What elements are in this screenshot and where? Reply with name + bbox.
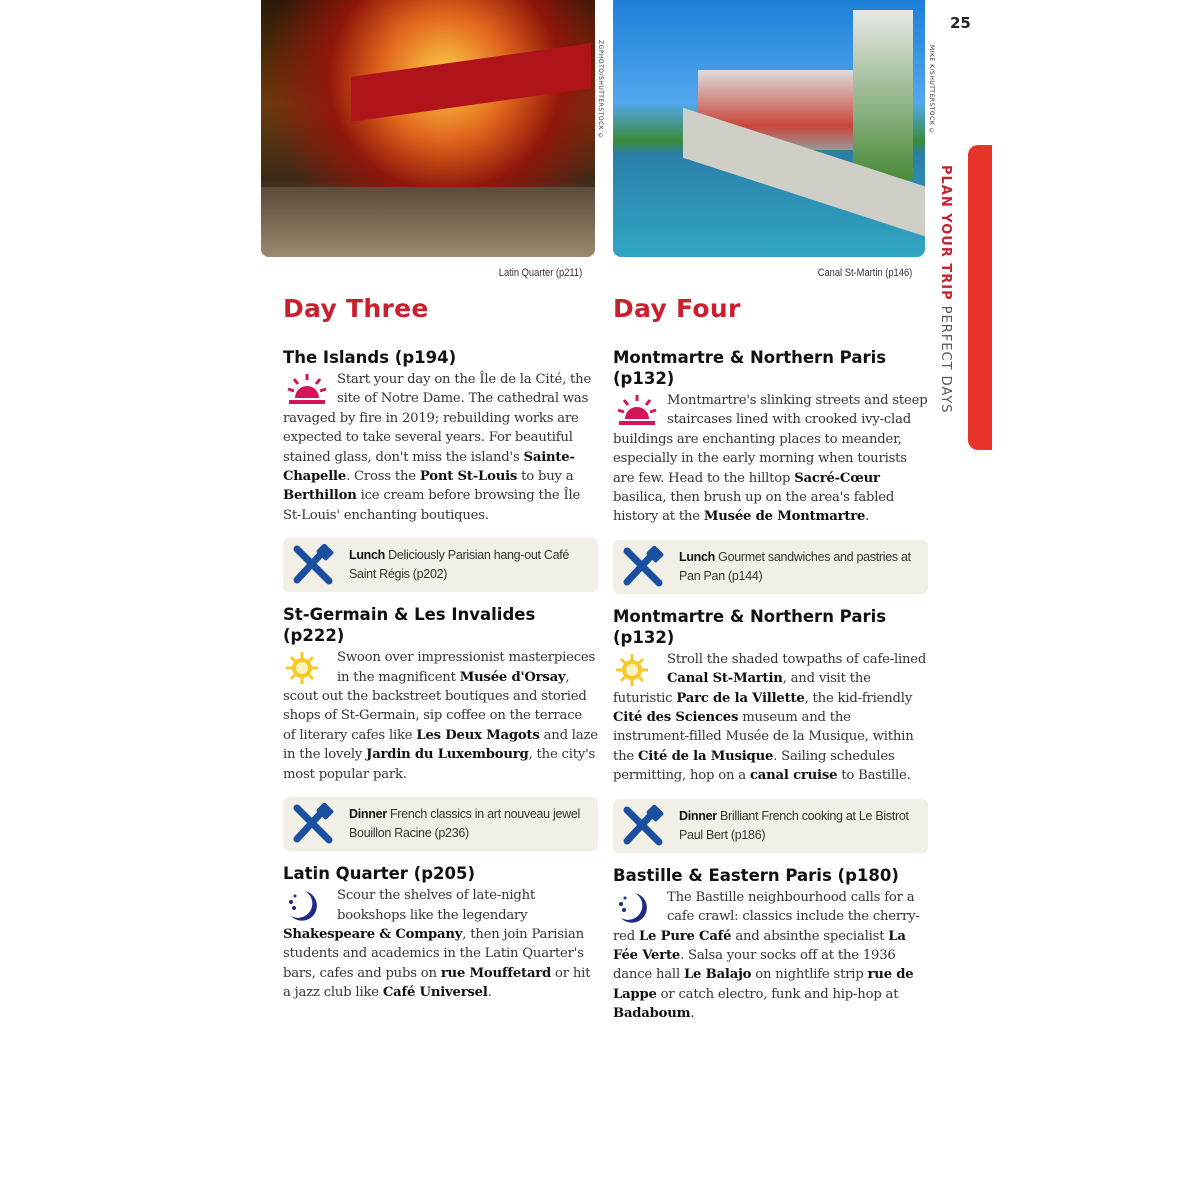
- day-heading: Day Four: [613, 294, 741, 323]
- text-segment: , the kid-friendly: [804, 690, 913, 706]
- photo-latin-quarter-cafe: [261, 0, 595, 257]
- highlight-name: Le Balajo: [683, 967, 752, 983]
- text-segment: Stroll the shaded towpaths of cafe-lined: [667, 651, 927, 667]
- highlight-name: Berthillon: [283, 488, 357, 504]
- text-segment: , the city's most popular park.: [283, 747, 596, 782]
- text-segment: , scout out the backstreet boutiques and storied shops of St-Germain, sip coffee on the terrace of literary cafes like: [283, 669, 587, 743]
- area-description: [613, 888, 928, 1024]
- highlight-name: Parc de la Villette: [676, 690, 805, 706]
- text-segment: .: [690, 1006, 695, 1022]
- moon-icon: [285, 888, 329, 924]
- text-segment: .: [487, 985, 492, 1001]
- highlight-name: Le Pure Café: [638, 928, 732, 944]
- fork-knife-icon: [291, 544, 335, 586]
- area-description: [283, 648, 598, 784]
- highlight-name: Les Deux Magots: [416, 727, 540, 743]
- text-segment: to Bastille.: [837, 768, 911, 784]
- meal-box: [283, 797, 598, 851]
- meal-box: [283, 538, 598, 592]
- text-segment: and absinthe specialist: [731, 928, 889, 944]
- highlight-name: rue de Lappe: [613, 967, 914, 1002]
- meal-description: Gourmet sandwiches and pastries at Pan Pan (p144): [679, 549, 911, 583]
- column-day-four: [613, 294, 928, 1024]
- meal-box: [613, 540, 928, 594]
- text-segment: . Cross the: [346, 469, 420, 485]
- sun-icon: [615, 652, 659, 688]
- text-segment: ice cream before browsing the Île St-Louis' enchanting boutiques.: [283, 488, 581, 523]
- area-description: [613, 391, 928, 527]
- photo-canal-st-martin: [613, 0, 925, 257]
- sun-icon: [285, 650, 329, 686]
- text-segment: The Bastille neighbourhood calls for a cafe crawl: classics include the cherry-red: [613, 889, 920, 944]
- highlight-name: Shakespeare & Company: [283, 926, 463, 942]
- area-description: [283, 370, 598, 525]
- text-segment: , and visit the futuristic: [613, 671, 871, 706]
- photo-caption: Latin Quarter (p211): [498, 267, 582, 279]
- highlight-name: Sacré-Cœur: [794, 470, 880, 486]
- text-segment: .: [865, 509, 870, 525]
- text-segment: Scour the shelves of late-night bookshops like the legendary: [337, 888, 536, 923]
- section-tab: [968, 145, 992, 450]
- text-segment: museum and the instrument-filled Musée de la Musique, within the: [613, 710, 914, 764]
- area-heading: Montmartre & Northern Paris (p132): [613, 606, 887, 647]
- highlight-name: canal cruise: [749, 768, 838, 784]
- meal-description: French classics in art nouveau jewel Bouillon Racine (p236): [349, 807, 580, 841]
- area-heading: Bastille & Eastern Paris (p180): [613, 865, 899, 885]
- photo-caption: Canal St-Martin (p146): [817, 267, 912, 279]
- area-heading: Montmartre & Northern Paris (p132): [613, 348, 887, 388]
- text-segment: basilica, then brush up on the area's fabled history at the: [613, 490, 895, 525]
- fork-knife-icon: [621, 805, 665, 847]
- text-segment: . Salsa your socks off at the 1936 dance hall: [613, 947, 896, 983]
- highlight-name: Sainte-Chapelle: [283, 449, 575, 485]
- fork-knife-icon: [291, 803, 335, 845]
- highlight-name: Canal St-Martin: [667, 671, 783, 687]
- area-heading: St-Germain & Les Invalides (p222): [283, 605, 536, 646]
- section-label: [938, 165, 953, 414]
- meal-description: Brilliant French cooking at Le Bistrot Paul Bert (p186): [679, 808, 909, 842]
- meal-text: [679, 548, 920, 586]
- meal-description: Deliciously Parisian hang-out Café Saint Régis (p202): [349, 548, 570, 582]
- photo-credit: ZGPHOTO/SHUTTERSTOCK ©: [597, 40, 604, 141]
- area-description: [613, 650, 928, 786]
- area-heading: The Islands (p194): [283, 348, 457, 367]
- text-segment: on nightlife strip: [751, 967, 868, 983]
- meal-text: [349, 805, 590, 843]
- highlight-name: Cité de la Musique: [638, 748, 774, 764]
- highlight-name: La Fée Verte: [613, 928, 906, 963]
- text-segment: or catch electro, funk and hip-hop at: [656, 986, 899, 1002]
- meal-label: Dinner: [679, 808, 717, 823]
- text-segment: Montmartre's slinking streets and steep staircases lined with crooked ivy-clad buildings are enchanting places to meander, especially in the early morning when tourists are few. Head to the hilltop: [613, 393, 928, 486]
- fork-knife-icon: [621, 546, 665, 588]
- sunrise-icon: [285, 372, 329, 408]
- area-heading: Latin Quarter (p205): [283, 864, 476, 884]
- highlight-name: Musée d'Orsay: [459, 669, 566, 685]
- highlight-name: Badaboum: [613, 1006, 691, 1022]
- text-segment: to buy a: [517, 469, 574, 485]
- text-segment: Start your day on the Île de la Cité, the site of Notre Dame. The cathedral was ravaged by fire in 2019; rebuilding works are expected to take several years. For beautiful stained glass, don't miss the island's: [283, 372, 592, 465]
- meal-box: [613, 799, 928, 853]
- highlight-name: rue Mouffetard: [440, 965, 552, 981]
- page-number: 25: [950, 14, 971, 32]
- column-day-three: [283, 294, 598, 1003]
- text-segment: Swoon over impressionist masterpieces in the magnificent: [337, 650, 596, 685]
- text-segment: and laze in the lovely: [283, 727, 598, 763]
- text-segment: or hit a jazz club like: [283, 965, 591, 1001]
- text-segment: , then join Parisian students and academics in the Latin Quarter's bars, cafes and pubs on: [283, 926, 584, 981]
- meal-text: [679, 807, 920, 845]
- moon-icon: [615, 890, 659, 926]
- photo-credit: MIKE K/SHUTTERSTOCK ©: [928, 45, 935, 136]
- highlight-name: Jardin du Luxembourg: [366, 747, 529, 763]
- highlight-name: Cité des Sciences: [613, 710, 739, 726]
- meal-text: [349, 546, 590, 584]
- highlight-name: Musée de Montmartre: [703, 509, 866, 525]
- section-name: PLAN YOUR TRIP: [938, 165, 953, 301]
- meal-label: Dinner: [349, 807, 387, 822]
- sunrise-icon: [615, 393, 659, 429]
- section-subtitle: PERFECT DAYS: [938, 300, 953, 414]
- text-segment: . Sailing schedules permitting, hop on a: [613, 748, 895, 784]
- day-heading: Day Three: [283, 294, 429, 323]
- meal-label: Lunch: [349, 548, 385, 563]
- highlight-name: Café Universel: [382, 985, 488, 1001]
- area-description: [283, 886, 598, 1002]
- meal-label: Lunch: [679, 549, 715, 564]
- highlight-name: Pont St-Louis: [419, 469, 518, 485]
